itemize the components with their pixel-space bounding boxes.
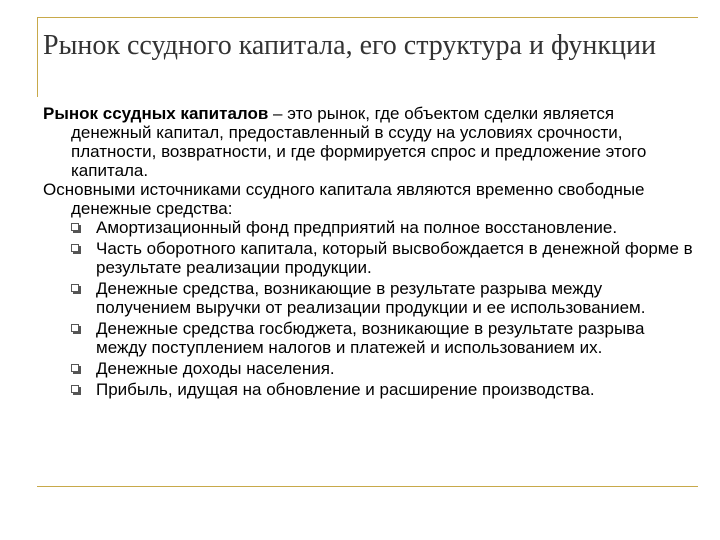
checkbox-square-icon <box>71 223 79 231</box>
definition-term: Рынок ссудных капиталов <box>43 104 269 123</box>
definition-text: – это рынок, где объектом сделки является денежный капитал, предоставленный в ссуду на условиях срочности, платности, возвратности, и где формируется спрос и предложение этого капитала. <box>71 104 647 180</box>
top-rule <box>37 17 698 18</box>
list-item: Амортизационный фонд предприятий на полное восстановление. <box>43 218 693 237</box>
list-item: Часть оборотного капитала, который высвобождается в денежной форме в результате реализации продукции. <box>43 239 693 277</box>
list-item: Денежные средства, возникающие в результате разрыва между получением выручки от реализации продукции и ее использованием. <box>43 279 693 317</box>
left-rule <box>37 17 38 97</box>
checkbox-square-icon <box>71 364 79 372</box>
checkbox-square-icon <box>71 324 79 332</box>
bottom-rule <box>37 486 698 487</box>
list-item: Прибыль, идущая на обновление и расширение производства. <box>43 380 693 399</box>
checkbox-square-icon <box>71 244 79 252</box>
list-item: Денежные доходы населения. <box>43 359 693 378</box>
sources-intro: Основными источниками ссудного капитала являются временно свободные денежные средства: <box>43 180 645 218</box>
checkbox-square-icon <box>71 284 79 292</box>
slide-body <box>43 104 693 401</box>
sources-list <box>43 218 693 399</box>
slide-title: Рынок ссудного капитала, его структура и функции <box>43 30 656 61</box>
list-item: Денежные средства госбюджета, возникающие в результате разрыва между поступлением налогов и платежей и использованием их. <box>43 319 693 357</box>
definition-paragraph <box>43 104 693 180</box>
checkbox-square-icon <box>71 385 79 393</box>
